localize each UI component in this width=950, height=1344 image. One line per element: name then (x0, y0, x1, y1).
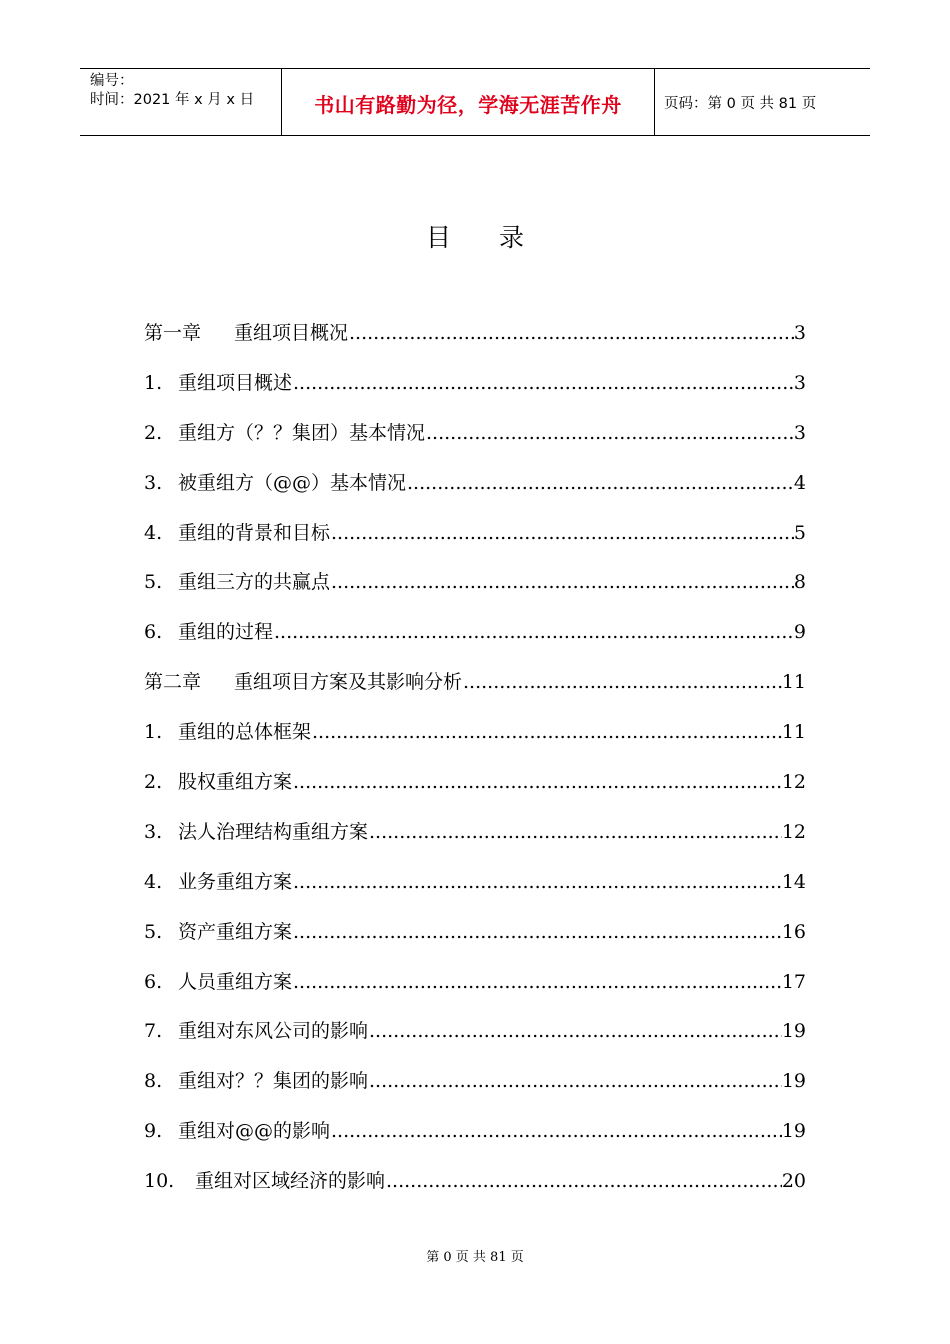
toc-dot-leader (293, 917, 782, 947)
toc-dot-leader (426, 418, 794, 448)
toc-entry-number: 4. (144, 521, 163, 544)
toc-entry-number: 2. (144, 421, 163, 444)
toc-entry-label (144, 318, 349, 348)
header-motto: 书山有路勤为径，学海无涯苦作舟 (282, 69, 655, 135)
table-of-contents (144, 318, 806, 1216)
toc-page-number: 19 (781, 1020, 806, 1043)
toc-dot-leader (293, 767, 782, 797)
header-meta (80, 69, 282, 135)
toc-entry-text: 人员重组方案 (178, 970, 293, 993)
toc-entry[interactable] (144, 468, 806, 518)
toc-entry-number: 6. (144, 970, 163, 993)
toc-entry-number: 10. (144, 1170, 175, 1193)
toc-entry-text: 重组方（？？集团）基本情况 (178, 421, 426, 444)
toc-title: 目录 (425, 223, 572, 252)
toc-entry[interactable] (144, 518, 806, 568)
toc-dot-leader (331, 518, 794, 548)
toc-entry-label (144, 567, 331, 597)
toc-page-number: 4 (793, 471, 806, 494)
toc-page-number: 12 (781, 771, 806, 794)
toc-dot-leader (312, 717, 782, 747)
toc-entry-number: 7. (144, 1020, 163, 1043)
toc-entry-label (144, 967, 293, 997)
toc-page-number: 5 (793, 521, 806, 544)
toc-dot-leader (293, 368, 794, 398)
toc-page-number: 17 (781, 970, 806, 993)
toc-entry[interactable] (144, 817, 806, 867)
toc-dot-leader (369, 817, 782, 847)
toc-entry[interactable] (144, 617, 806, 667)
toc-entry-text: 法人治理结构重组方案 (178, 820, 369, 843)
toc-entry-text: 重组对@@的影响 (178, 1120, 331, 1143)
toc-entry-label (144, 368, 293, 398)
toc-dot-leader (369, 1066, 782, 1096)
serial-label: 编号： (90, 73, 134, 89)
toc-entry-text: 重组三方的共赢点 (178, 571, 331, 594)
toc-entry[interactable] (144, 567, 806, 617)
toc-entry-number: 3. (144, 820, 163, 843)
toc-entry[interactable] (144, 1116, 806, 1166)
toc-entry-text: 重组的背景和目标 (178, 521, 331, 544)
toc-entry-text: 重组对东风公司的影响 (178, 1020, 369, 1043)
toc-page-number: 20 (781, 1170, 806, 1193)
toc-entry-label (144, 1166, 386, 1196)
toc-entry[interactable] (144, 967, 806, 1017)
toc-entry[interactable] (144, 867, 806, 917)
toc-chapter-entry[interactable] (144, 318, 806, 368)
date-label: 时间：2021 年 x 月 x 日 (90, 92, 255, 108)
page-footer: 第 0 页 共 81 页 (426, 1250, 524, 1265)
toc-entry-number: 5. (144, 920, 163, 943)
toc-entry[interactable] (144, 418, 806, 468)
toc-chapter-number: 第二章 (144, 671, 202, 694)
toc-page-number: 3 (793, 371, 806, 394)
toc-entry[interactable] (144, 767, 806, 817)
toc-entry[interactable] (144, 1066, 806, 1116)
toc-entry-number: 3. (144, 471, 163, 494)
toc-chapter-entry[interactable] (144, 667, 806, 717)
toc-entry-label (144, 867, 293, 897)
toc-entry-label (144, 817, 369, 847)
toc-dot-leader (386, 1166, 782, 1196)
toc-entry-label (144, 617, 274, 647)
toc-entry-label (144, 717, 312, 747)
toc-entry[interactable] (144, 1016, 806, 1066)
toc-page-number: 9 (793, 621, 806, 644)
toc-entry-text: 重组的过程 (178, 621, 274, 644)
toc-entry-label (144, 1116, 331, 1146)
toc-dot-leader (293, 967, 782, 997)
toc-page-number: 11 (781, 671, 806, 694)
toc-dot-leader (463, 667, 782, 697)
toc-entry[interactable] (144, 917, 806, 967)
toc-entry-label (144, 518, 331, 548)
toc-dot-leader (369, 1016, 782, 1046)
toc-entry-text: 重组对区域经济的影响 (195, 1170, 386, 1193)
toc-page-number: 12 (781, 820, 806, 843)
toc-page-number: 19 (781, 1070, 806, 1093)
toc-entry-number: 5. (144, 571, 163, 594)
toc-chapter-number: 第一章 (144, 322, 202, 344)
toc-page-number: 3 (793, 421, 806, 444)
toc-dot-leader (349, 318, 794, 348)
toc-page-number: 8 (793, 571, 806, 594)
toc-page-number: 3 (793, 322, 806, 344)
toc-entry-label (144, 667, 463, 697)
toc-page-number: 11 (781, 721, 806, 744)
toc-entry[interactable] (144, 368, 806, 418)
page-header (80, 68, 870, 136)
toc-entry-label (144, 767, 293, 797)
header-page-info: 页码：第 0 页 共 81 页 (664, 95, 817, 112)
toc-dot-leader (274, 617, 794, 647)
toc-entry-number: 2. (144, 771, 163, 794)
toc-entry-label (144, 1066, 369, 1096)
toc-entry-number: 6. (144, 621, 163, 644)
toc-entry-text: 股权重组方案 (178, 771, 293, 794)
toc-dot-leader (293, 867, 782, 897)
toc-entry-text: 被重组方（@@）基本情况 (178, 471, 407, 494)
toc-entry-number: 4. (144, 870, 163, 893)
toc-entry-text: 业务重组方案 (178, 870, 293, 893)
toc-entry-text: 重组项目概况 (234, 322, 349, 344)
toc-page-number: 19 (781, 1120, 806, 1143)
toc-entry-text: 重组对？？集团的影响 (178, 1070, 369, 1093)
toc-entry[interactable] (144, 717, 806, 767)
toc-entry-label (144, 468, 407, 498)
toc-entry-text: 重组项目概述 (178, 371, 293, 394)
toc-entry[interactable] (144, 1166, 806, 1216)
toc-entry-number: 1. (144, 721, 163, 744)
toc-dot-leader (407, 468, 794, 498)
toc-entry-label (144, 1016, 369, 1046)
toc-entry-text: 重组项目方案及其影响分析 (234, 671, 463, 694)
toc-dot-leader (331, 1116, 782, 1146)
toc-page-number: 14 (781, 870, 806, 893)
toc-entry-number: 9. (144, 1120, 163, 1143)
toc-entry-label (144, 917, 293, 947)
toc-dot-leader (331, 567, 794, 597)
toc-entry-text: 重组的总体框架 (178, 721, 312, 744)
toc-page-number: 16 (781, 920, 806, 943)
toc-entry-label (144, 418, 426, 448)
toc-entry-number: 1. (144, 371, 163, 394)
toc-entry-number: 8. (144, 1070, 163, 1093)
toc-entry-text: 资产重组方案 (178, 920, 293, 943)
